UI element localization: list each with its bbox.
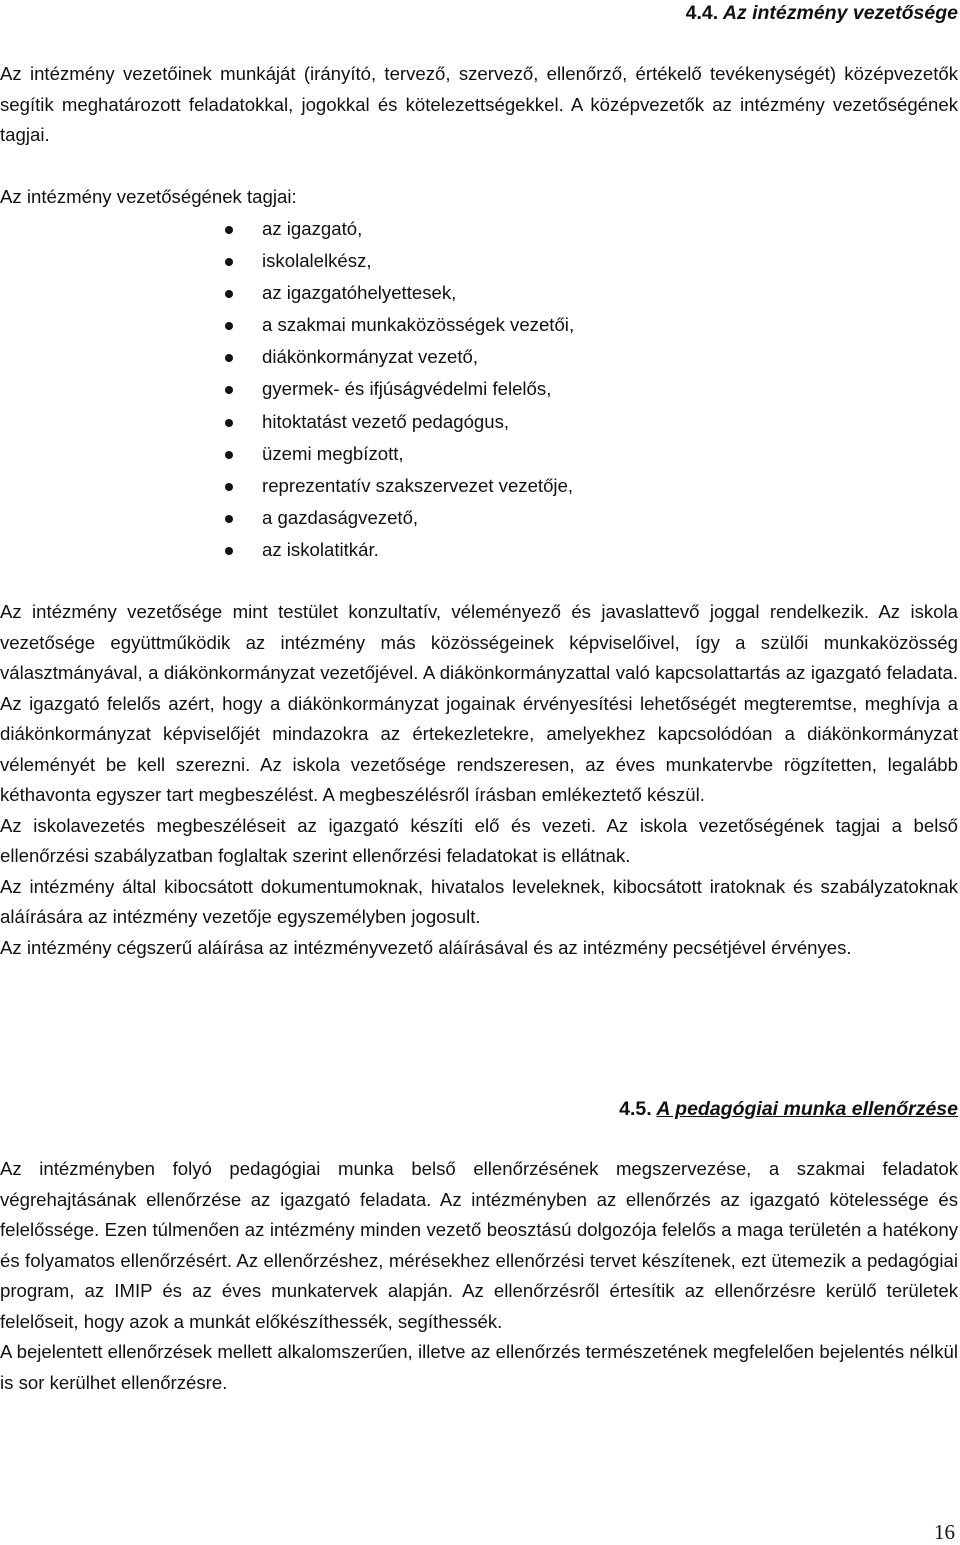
list-item bbox=[0, 470, 574, 502]
bullet-icon bbox=[225, 451, 233, 459]
body-paragraph: Az iskolavezetés megbeszéléseit az igazgató készíti elő és vezeti. Az iskola vezetőségének tagjai a belső ellenőrzési szabályzatban foglaltak szerint ellenőrzési feladatokat is ellátnak. bbox=[0, 814, 958, 866]
list-item-text: gyermek- és ifjúságvédelmi felelős, bbox=[262, 378, 552, 400]
bullet-icon bbox=[225, 290, 233, 298]
intro-paragraph: Az intézmény vezetőinek munkáját (irányító, tervező, szervező, ellenőrző, értékelő tevékenységét) középvezetők segítik meghatározott feladatokkal, jogokkal és kötelezettségekkel. A középvezetők az intézmény vezetőségének tagjai. bbox=[0, 63, 958, 145]
body-paragraph: Az intézmény cégszerű aláírása az intézményvezető aláírásával és az intézmény pecsétjével érvényes. bbox=[0, 936, 852, 958]
list-item bbox=[0, 341, 574, 373]
list-item bbox=[0, 309, 574, 341]
list-item-text: a szakmai munkaközösségek vezetői, bbox=[262, 314, 575, 336]
bullet-icon bbox=[225, 547, 233, 555]
list-item bbox=[0, 438, 574, 470]
section-title: Az intézmény vezetősége bbox=[722, 2, 958, 24]
body-paragraph: Az intézményben folyó pedagógiai munka belső ellenőrzésének megszervezése, a szakmai feladatok végrehajtásának ellenőrzése az igazgató feladata. Az intézményben az ellenőrzés az igazgató kötelessége és felelőssége. Ezen túlmenően az intézmény minden vezető beosztású dolgozója felelős a maga területén a hatékony és folyamatos ellenőrzésért. Az ellenőrzéshez, mérésekhez ellenőrzési tervet készítenek, ezt ütemezik a pedagógiai program, az IMIP és az éves munkatervek alapján. Az ellenőrzésről értesítik az ellenőrzésre kerülő területek felelőseit, hogy azok a munkát előkészíthessék, segíthessék. bbox=[0, 1158, 958, 1332]
list-item bbox=[0, 373, 574, 405]
members-list-lead: Az intézmény vezetőségének tagjai: bbox=[0, 186, 297, 207]
section-number: 4.4. bbox=[685, 2, 719, 24]
section-number: 4.5. bbox=[619, 1098, 652, 1120]
list-item bbox=[0, 245, 574, 277]
list-item-text: a gazdaságvezető, bbox=[262, 506, 419, 528]
bullet-icon bbox=[225, 226, 233, 234]
body-paragraph: A bejelentett ellenőrzések mellett alkalomszerűen, illetve az ellenőrzés természetének megfelelően bejelentés nélkül is sor kerülhet ellenőrzésre. bbox=[0, 1341, 958, 1393]
list-item-text: hitoktatást vezető pedagógus, bbox=[262, 410, 510, 432]
leadership-body-text bbox=[0, 597, 958, 963]
section-title: A pedagógiai munka ellenőrzése bbox=[656, 1098, 958, 1120]
list-item-text: üzemi megbízott, bbox=[262, 442, 404, 464]
bullet-icon bbox=[225, 354, 233, 362]
bullet-icon bbox=[225, 386, 233, 394]
list-item bbox=[0, 534, 574, 566]
members-list bbox=[0, 213, 574, 566]
page-number: 16 bbox=[934, 1520, 955, 1544]
list-item bbox=[0, 406, 574, 438]
bullet-icon bbox=[225, 483, 233, 491]
list-item-text: az iskolatitkár. bbox=[262, 538, 379, 560]
bullet-icon bbox=[225, 258, 233, 266]
bullet-icon bbox=[225, 419, 233, 427]
list-item-text: az igazgató, bbox=[262, 218, 363, 239]
body-paragraph: Az intézmény vezetősége mint testület konzultatív, véleményező és javaslattevő joggal rendelkezik. Az iskola vezetősége együttműködik az intézmény más közösségeinek képviselőivel, így a szülői munkaközösség választmányával, a diákönkormányzat vezetőjével. A diákönkormányzattal való kapcsolattartás az igazgató feladata. Az igazgató felelős azért, hogy a diákönkormányzat jogainak érvényesítési lehetőségét megteremtse, meghívja a diákönkormányzat képviselőjét mindazokra az értekezletekre, amelyekhez kapcsolódóan a diákönkormányzat véleményét be kell szerezni. Az iskola vezetősége rendszeresen, az éves munkatervbe rögzítetten, legalább kéthavonta egyszer tart megbeszélést. A megbeszélésről írásban emlékeztető készül. bbox=[0, 601, 958, 805]
inspection-body-text bbox=[0, 1154, 958, 1398]
list-item-text: az igazgatóhelyettesek, bbox=[262, 282, 457, 304]
list-item-text: iskolalelkész, bbox=[262, 250, 372, 272]
section-heading-4-4 bbox=[686, 2, 958, 25]
list-item-text: diákönkormányzat vezető, bbox=[262, 346, 479, 368]
body-paragraph: Az intézmény által kibocsátott dokumentumoknak, hivatalos leveleknek, kibocsátott iratoknak és szabályzatoknak aláírására az intézmény vezetője egyszemélyben jogosult. bbox=[0, 875, 958, 927]
list-item bbox=[0, 277, 574, 309]
list-item bbox=[0, 213, 574, 245]
section-heading-4-5 bbox=[619, 1098, 958, 1121]
list-item bbox=[0, 502, 574, 534]
bullet-icon bbox=[225, 322, 233, 330]
bullet-icon bbox=[225, 515, 233, 523]
list-item-text: reprezentatív szakszervezet vezetője, bbox=[262, 474, 574, 496]
